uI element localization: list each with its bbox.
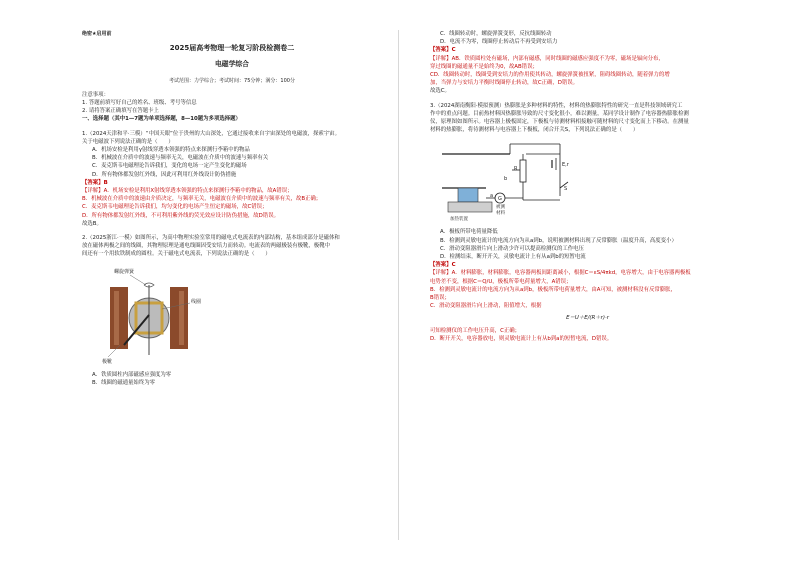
q1-option-d: D．所有物体都发射红外线，因此可利用红外线设计防伪措施 <box>92 171 237 178</box>
doc-title: 2025届高考物理一轮复习阶段检测卷二 <box>169 44 295 53</box>
q3-formula: E＝U＋E/(R＋r)·r <box>566 315 609 322</box>
q1-option-a: A．机场安检是利用γ射线穿透本领强的特点来探测行李箱中的物品 <box>92 147 250 154</box>
q3-stem: 3.（2024湖南衡阳·模拟预测）热膨胀是多种材料的特性，材料的热膨胀特性的研究一直是科技领域研究工 <box>430 102 683 109</box>
q3-analysis: C．滑动变阻器滑片向上滑动，阻值增大，根据 <box>430 303 542 310</box>
heating-device <box>448 202 492 212</box>
test-material <box>458 188 478 202</box>
capacitor-circuit-figure <box>440 140 620 222</box>
q2-option-a: A．铁质圆柱内部磁感应强度为零 <box>92 371 172 378</box>
ammeter-figure <box>100 265 210 365</box>
q3-option-d: D．检测结束，断开开关，灵敏电流计上有从a到b的短暂电流 <box>440 254 586 261</box>
q2-analysis: 【详解】AB．铁质圆柱处有磁场，内部有磁感，同时线圈的磁感应强度不为零，磁场是辐向分布， <box>430 55 664 62</box>
q3-option-a: A．极板所带电荷量降低 <box>440 229 498 236</box>
notes-item: 2. 请将答案正确填写在答题卡上 <box>82 108 159 115</box>
q1-conclusion: 故选B。 <box>82 220 102 227</box>
exam-meta: 考试范围：力学综合；考试时间：75分钟；满分：100分 <box>169 77 295 84</box>
label-material-2: 材料 <box>496 211 505 217</box>
label-a: a <box>490 193 494 200</box>
label-spring: 螺旋弹簧 <box>114 268 135 275</box>
ammeter-diagram <box>100 265 210 365</box>
q2-stem: 放在磁体两极之间的线圈，其物理原理是通电线圈因受安培力而转动。电流表的两磁极装有极靴，极靴中 <box>82 243 330 250</box>
doc-subtitle: 电磁学综合 <box>215 60 249 69</box>
q2-analysis: CD．线圈转动时，线圈受到安培力的作用使其转动，螺旋弹簧被扭紧，阻碍线圈转动，随着弹力的增 <box>430 72 670 79</box>
label-s: S <box>564 186 568 193</box>
notes-item: 1. 答题前填写好自己的姓名、班级、考号等信息 <box>82 100 197 107</box>
circuit-diagram <box>440 140 620 222</box>
label-er: E,r <box>562 162 569 169</box>
label-material: 被测 <box>496 205 505 211</box>
q3-analysis: 【详解】A．材料膨胀，材料膨胀，电容器两板间距离减小，根据C＝εS/4πkd，电容增大，由于电容器两极板 <box>430 270 691 277</box>
left-column <box>82 30 382 387</box>
q3-analysis: B．检测到灵敏电流计的电流方向为从a到b，极板所带电荷量增大，由A可知，被测材料没有反常膨胀， <box>430 286 676 293</box>
q3-option-c: C．滑动变阻器滑片向上滑动少许可以提高检测仪的工作电压 <box>440 245 584 252</box>
q1-stem: 关于电磁波下列说法正确的是（ ） <box>82 138 174 145</box>
q3-analysis: 可知检测仪的工作电压升高，C正确； <box>430 327 521 334</box>
q2-stem: 2.（2025浙江·一模）如图所示，为高中物理实验室常用的磁电式电流表的内部结构，基本组成部分是磁体和 <box>82 235 340 242</box>
q2-option-c: C．线圈转动时，螺旋弹簧变形，反抗线圈转动 <box>440 31 552 37</box>
q1-stem: 1.（2024天津和平·三模）“中国天眼”位于贵州的大山深处，它通过接收来自宇宙深处的电磁波，探索宇宙。 <box>82 130 340 137</box>
q1-analysis: C．麦克斯韦电磁理论告诉我们，均匀变化的电场产生恒定的磁场，故C错误； <box>82 204 268 211</box>
q2-option-b: B．线圈的磁通量始终为零 <box>92 379 155 386</box>
q3-stem: 仪，原理图如图所示。电容器上极板固定，下极板与待测材料相接触可随材料的尺寸变化而上下移动。在测量 <box>430 119 689 126</box>
column-divider <box>398 30 399 540</box>
q1-analysis: B．机械波在介质中的波速由介质决定，与频率无关，电磁波在介质中的波速与频率有关，故B正确； <box>82 196 322 203</box>
q3-analysis: 电势差不变，根据C＝Q/U，极板所带电荷量增大，A错误； <box>430 278 572 285</box>
label-g: G <box>498 196 502 203</box>
q2-option-d: D．电流不为零，线圈停止转动后不再受到安培力 <box>440 39 558 46</box>
q1-analysis: 【详解】A．机场安检是利用X射线穿透本领强的特点来探测行李箱中的物品，故A错误； <box>82 188 293 195</box>
label-coil: 线圈 <box>191 298 202 305</box>
q3-answer: 【答案】C <box>430 262 456 269</box>
notes-heading: 注意事项： <box>82 91 109 98</box>
q3-option-b: B．检测到灵敏电流计的电流方向为从a到b，说明被测材料出现了反常膨胀（温度升高，高度变小） <box>440 237 677 244</box>
q2-analysis: 穿过线圈的磁通量不是始终为0，故AB错误； <box>430 63 538 70</box>
q1-answer: 【答案】B <box>82 179 108 186</box>
right-column <box>430 30 745 343</box>
q2-analysis: 加，当弹力与安培力平衡时线圈停止转动，故C正确，D错误。 <box>430 80 579 87</box>
q2-conclusion: 故选C。 <box>430 88 450 95</box>
q3-stem: 作中的重点问题。目前热材料因热膨胀导致的尺寸变化很小，难以测量，某同学设计制作了电容器热膨胀检测 <box>430 110 689 117</box>
q3-analysis: D．断开开关，电容器放电，则灵敏电流计上有从b到a的短暂电流，D错误。 <box>430 335 613 342</box>
q2-stem: 间还有一个用软铁制成的圆柱。关于磁电式电流表，下列说法正确的是（ ） <box>82 251 271 258</box>
section-heading: 一、选择题（其中1—7题为单项选择题，8—10题为多项选择题） <box>82 116 241 123</box>
resistor-r <box>520 160 526 182</box>
label-heater: 加热装置 <box>450 217 468 223</box>
label-b: b <box>504 176 508 183</box>
label-r: R <box>514 166 518 173</box>
secret-mark: 绝密★启用前 <box>82 31 112 37</box>
q1-analysis: D．所有物体都发射红外线，不可利用紫外线的荧光效应设计防伪措施，故D错误。 <box>82 212 279 219</box>
q2-answer: 【答案】C <box>430 47 456 54</box>
q1-option-b: B．机械波在介质中的波速与频率无关，电磁波在介质中的波速与频率有关 <box>92 155 269 162</box>
label-pole-shoe: 极靴 <box>102 358 113 365</box>
q3-analysis: B错误； <box>430 295 450 302</box>
q1-option-c: C．麦克斯韦电磁理论告诉我们，变化的电场一定产生变化的磁场 <box>92 163 247 170</box>
q3-stem: 材料的热膨胀，将待测材料与电容器上下极板，闭合开关S，下列说法正确的是（ ） <box>430 127 639 134</box>
